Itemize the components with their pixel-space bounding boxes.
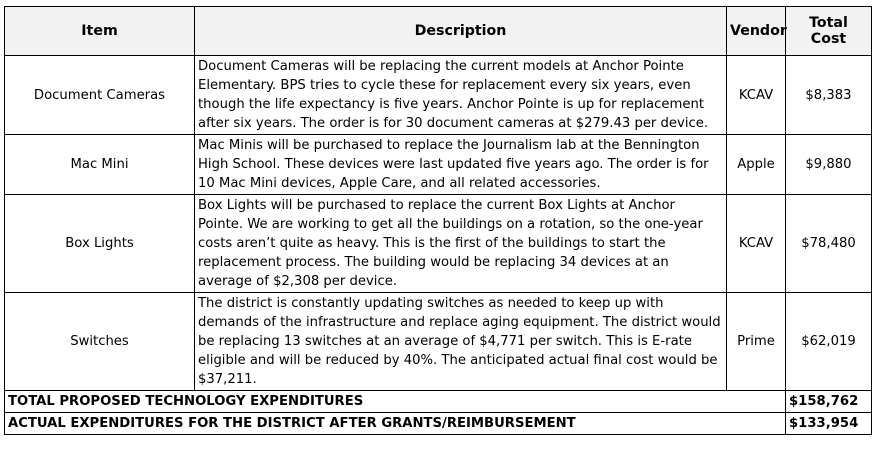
actual-expenditures-label: ACTUAL EXPENDITURES FOR THE DISTRICT AFTER GRANTS/REIMBURSEMENT	[5, 413, 786, 435]
row-total-cost: $62,019	[786, 293, 872, 391]
row-total-cost: $8,383	[786, 56, 872, 135]
header-description: Description	[195, 7, 727, 56]
row-vendor: Apple	[727, 135, 786, 195]
actual-expenditures-row	[5, 413, 872, 435]
row-total-cost: $9,880	[786, 135, 872, 195]
total-proposed-value: $158,762	[786, 391, 872, 413]
row-description: Document Cameras will be replacing the current models at Anchor Pointe Elementary. BPS tries to cycle these for replacement every six years, even though the life expectancy is five years. Anchor Pointe is up for replacement after six years. The order is for 30 document cameras at $279.43 per device.	[195, 56, 727, 135]
row-description: The district is constantly updating switches as needed to keep up with demands of the infrastructure and replace aging equipment. The district would be replacing 13 switches at an average of $4,771 per switch. This is E-rate eligible and will be reduced by 40%. The anticipated actual final cost would be $37,211.	[195, 293, 727, 391]
header-item: Item	[5, 7, 195, 56]
header-row	[5, 7, 872, 56]
row-description: Box Lights will be purchased to replace the current Box Lights at Anchor Pointe. We are working to get all the buildings on a rotation, so the one-year costs aren’t quite as heavy. This is the first of the buildings to start the replacement process. The building would be replacing 34 devices at an average of $2,308 per device.	[195, 195, 727, 293]
row-vendor: KCAV	[727, 195, 786, 293]
header-total-cost: Total Cost	[786, 7, 872, 56]
table-row	[5, 293, 872, 391]
row-vendor: Prime	[727, 293, 786, 391]
row-item: Document Cameras	[5, 56, 195, 135]
row-item: Mac Mini	[5, 135, 195, 195]
row-description: Mac Minis will be purchased to replace the Journalism lab at the Bennington High School. These devices were last updated five years ago. The order is for 10 Mac Mini devices, Apple Care, and all related accessories.	[195, 135, 727, 195]
table-row	[5, 135, 872, 195]
row-item: Box Lights	[5, 195, 195, 293]
row-item: Switches	[5, 293, 195, 391]
total-proposed-label: TOTAL PROPOSED TECHNOLOGY EXPENDITURES	[5, 391, 786, 413]
header-vendor: Vendor	[727, 7, 786, 56]
actual-expenditures-value: $133,954	[786, 413, 872, 435]
table-row	[5, 195, 872, 293]
table-row	[5, 56, 872, 135]
row-total-cost: $78,480	[786, 195, 872, 293]
total-proposed-row	[5, 391, 872, 413]
technology-expenditures-table	[4, 6, 872, 435]
row-vendor: KCAV	[727, 56, 786, 135]
